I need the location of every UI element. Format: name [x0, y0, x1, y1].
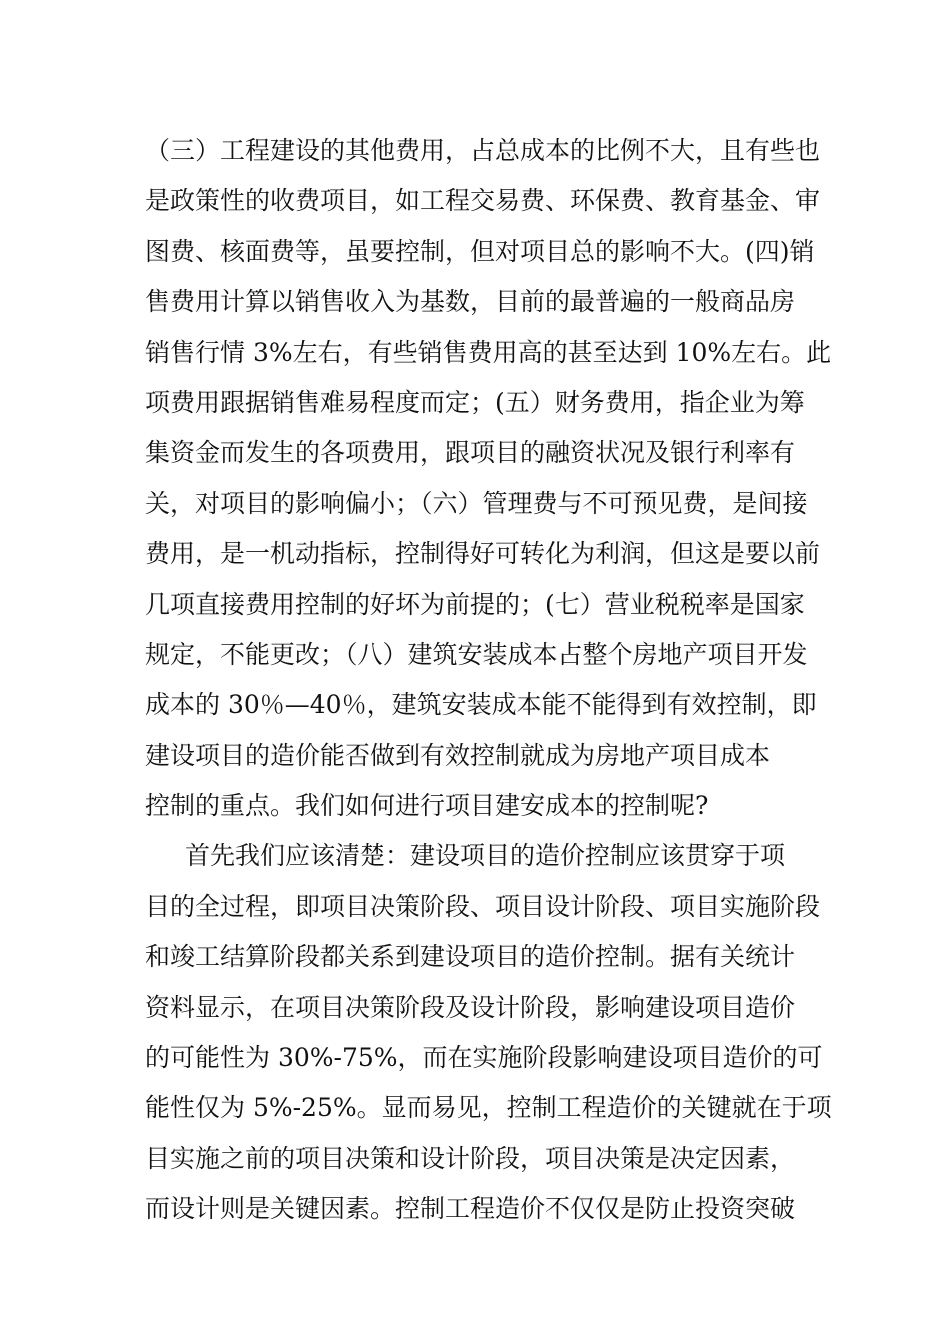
- text-line: 建设项目的造价能否做到有效控制就成为房地产项目成本: [145, 740, 771, 770]
- text-line: 成本的 30％—40％，建筑安装成本能不能得到有效控制，即: [145, 690, 817, 720]
- text-line: 控制的重点。我们如何进行项目建安成本的控制呢?: [145, 791, 709, 821]
- text-line: 和竣工结算阶段都关系到建设项目的造价控制。据有关统计: [145, 942, 796, 972]
- text-line: 首先我们应该清楚：建设项目的造价控制应该贯穿于项: [185, 841, 786, 871]
- text-line: 是政策性的收费项目，如工程交易费、环保费、教育基金、审: [145, 186, 821, 216]
- text-line: 几项直接费用控制的好坏为前提的；(七）营业税税率是国家: [145, 589, 805, 619]
- text-line: 费用，是一机动指标，控制得好可转化为利润，但这是要以前: [145, 539, 821, 569]
- text-line: 能性仅为 5%-25%。显而易见，控制工程造价的关键就在于项: [145, 1093, 832, 1123]
- text-line: 的可能性为 30%-75%，而在实施阶段影响建设项目造价的可: [145, 1043, 823, 1073]
- text-line: 目的全过程，即项目决策阶段、项目设计阶段、项目实施阶段: [145, 891, 821, 921]
- text-line: 图费、核面费等，虽要控制，但对项目总的影响不大。(四)销: [145, 236, 815, 266]
- text-line: 销售行情 3%左右，有些销售费用高的甚至达到 10%左右。此: [145, 337, 832, 367]
- text-line: 而设计则是关键因素。控制工程造价不仅仅是防止投资突破: [145, 1194, 796, 1224]
- paragraph-cost-control-stages: [145, 831, 832, 1234]
- body-text: [145, 126, 832, 1235]
- text-line: 规定，不能更改；（八）建筑安装成本占整个房地产项目开发: [145, 639, 808, 669]
- text-line: 售费用计算以销售收入为基数，目前的最普遍的一般商品房: [145, 287, 796, 317]
- text-line: 目实施之前的项目决策和设计阶段，项目决策是决定因素，: [145, 1143, 796, 1173]
- text-line: 资料显示，在项目决策阶段及设计阶段，影响建设项目造价: [145, 992, 796, 1022]
- text-line: （三）工程建设的其他费用，占总成本的比例不大，且有些也: [145, 136, 821, 165]
- text-line: 关，对项目的影响偏小；（六）管理费与不可预见费，是间接: [145, 488, 808, 518]
- text-line: 集资金而发生的各项费用，跟项目的融资状况及银行利率有: [145, 438, 796, 468]
- text-line: 项费用跟据销售难易程度而定；(五）财务费用，指企业为筹: [145, 387, 805, 417]
- paragraph-cost-items: [145, 126, 832, 831]
